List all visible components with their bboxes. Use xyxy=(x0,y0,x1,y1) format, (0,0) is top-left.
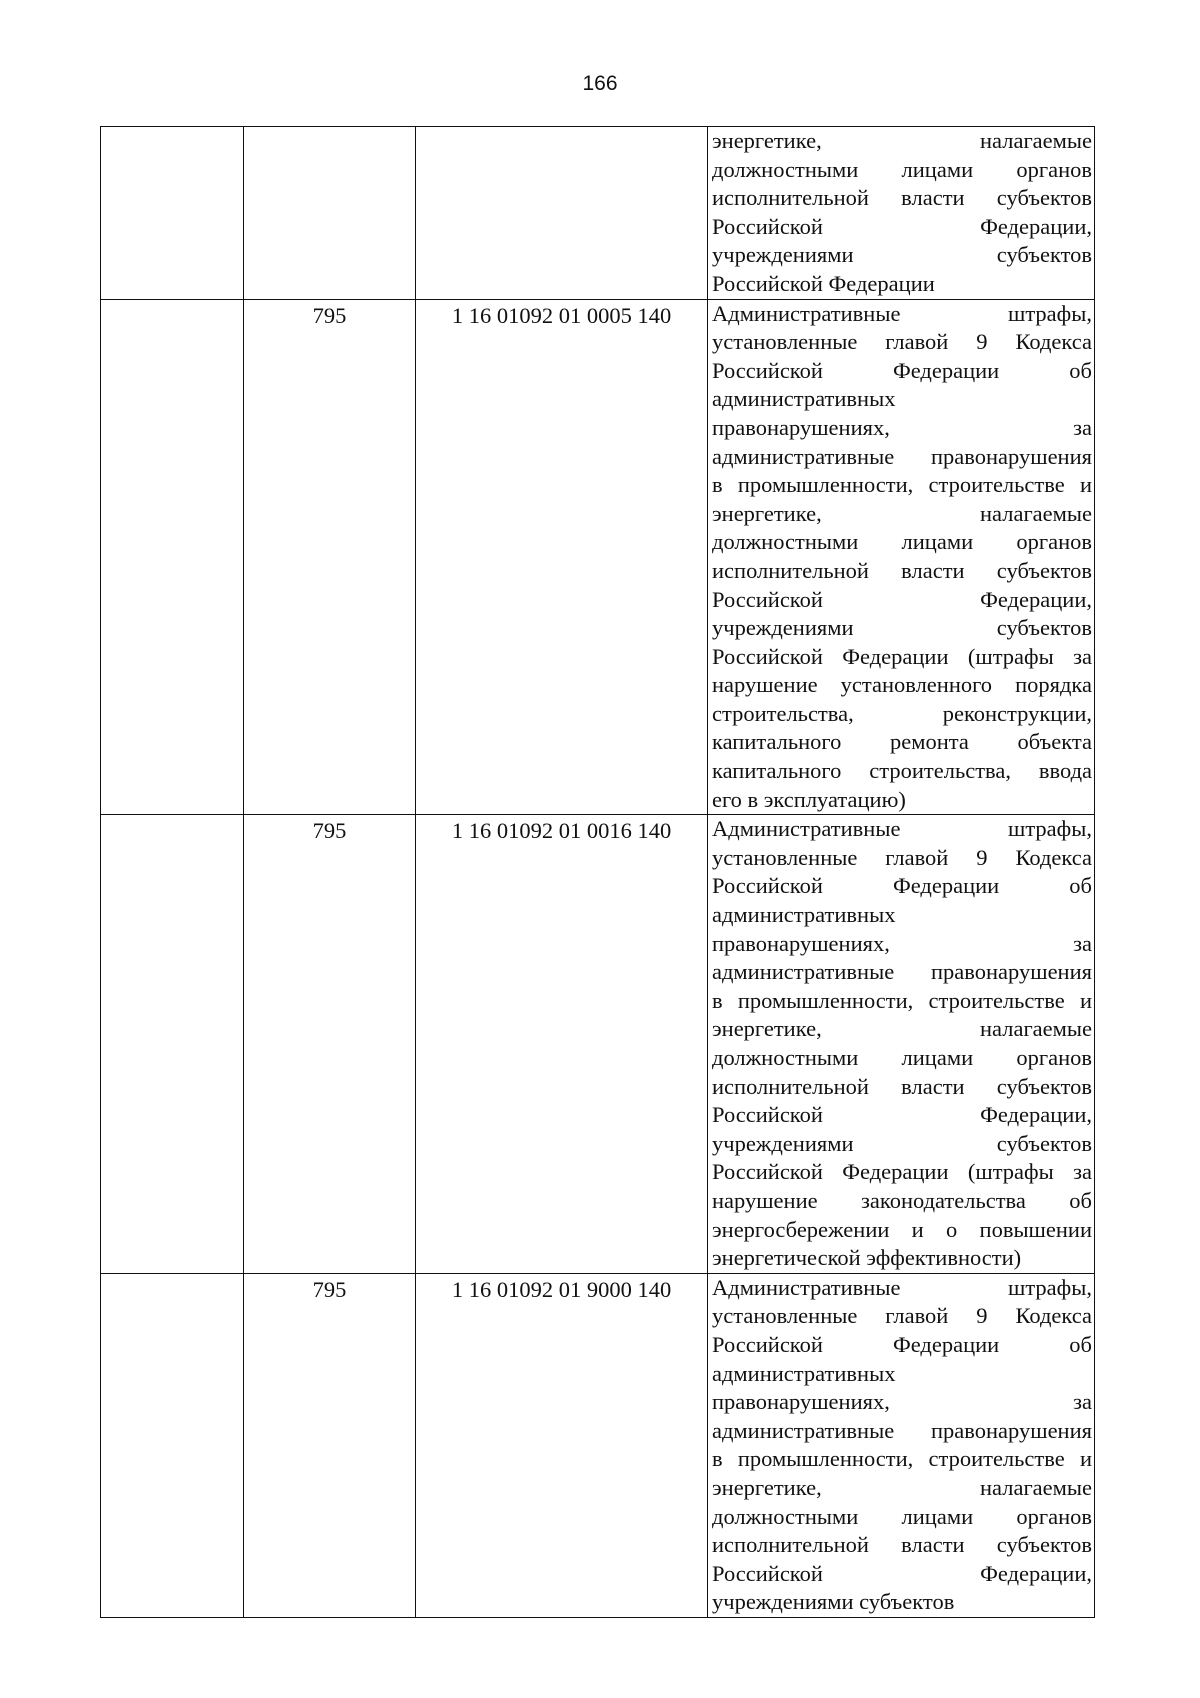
description-line: исполнительной власти субъектов xyxy=(712,185,1092,211)
description-line: в промышленности, строительстве и xyxy=(712,1446,1092,1472)
description-line: исполнительной власти субъектов xyxy=(712,557,1092,583)
description-line: строительства, реконструкции, xyxy=(712,700,1092,726)
budget-code-cell xyxy=(416,127,708,300)
description-cell xyxy=(708,815,1095,1274)
description-line: энергетике, налагаемые xyxy=(712,128,1092,153)
table-row xyxy=(101,1273,1095,1617)
table-row xyxy=(101,299,1095,815)
description-line: Российской Федерации (штрафы за xyxy=(712,1159,1092,1185)
description-line: в промышленности, строительстве и xyxy=(712,472,1092,498)
description-line: энергетике, налагаемые xyxy=(712,500,1092,526)
description-line: Административные штрафы, xyxy=(712,1274,1092,1300)
budget-code-cell: 1 16 01092 01 0016 140 xyxy=(416,815,708,1274)
description-line: должностными лицами органов xyxy=(712,156,1092,182)
description-line: установленные главой 9 Кодекса xyxy=(712,329,1092,355)
empty-cell xyxy=(101,299,244,815)
description-line: Российской Федерации об xyxy=(712,873,1092,899)
description-line: капитального строительства, ввода xyxy=(712,758,1092,784)
description-line: нарушение установленного порядка xyxy=(712,672,1092,698)
description-line: Административные штрафы, xyxy=(712,300,1092,326)
description-line: Российской Федерации, xyxy=(712,586,1092,612)
description-line: правонарушениях, за xyxy=(712,414,1092,440)
description-line: Российской Федерации, xyxy=(712,1560,1092,1586)
description-line: административных xyxy=(712,902,896,928)
description-line: административные правонарушения xyxy=(712,443,1092,469)
description-line: капитального ремонта объекта xyxy=(712,729,1092,755)
description-line: Российской Федерации об xyxy=(712,1331,1092,1357)
description-cell xyxy=(708,299,1095,815)
description-line: исполнительной власти субъектов xyxy=(712,1532,1092,1558)
description-line: в промышленности, строительстве и xyxy=(712,987,1092,1013)
page-number: 166 xyxy=(582,72,618,95)
description-line: учреждениями субъектов xyxy=(712,615,1092,641)
budget-code-cell: 1 16 01092 01 0005 140 xyxy=(416,299,708,815)
description-line: административные правонарушения xyxy=(712,959,1092,985)
description-line: энергетике, налагаемые xyxy=(712,1016,1092,1042)
description-cell xyxy=(708,127,1095,300)
administrator-code-cell: 795 xyxy=(244,299,416,815)
description-line: административных xyxy=(712,1360,896,1386)
description-line: Российской Федерации (штрафы за xyxy=(712,643,1092,669)
administrator-code-cell xyxy=(244,127,416,300)
description-line: должностными лицами органов xyxy=(712,529,1092,555)
description-line: нарушение законодательства об xyxy=(712,1187,1092,1213)
description-line: учреждениями субъектов xyxy=(712,242,1092,268)
description-cell xyxy=(708,1273,1095,1617)
administrator-code-cell: 795 xyxy=(244,815,416,1274)
description-line: административных xyxy=(712,386,896,412)
description-line: энергетической эффективности) xyxy=(712,1245,1022,1271)
description-line: административные правонарушения xyxy=(712,1417,1092,1443)
description-line: исполнительной власти субъектов xyxy=(712,1073,1092,1099)
description-line: установленные главой 9 Кодекса xyxy=(712,844,1092,870)
description-line: Российской Федерации xyxy=(712,270,935,296)
budget-classification-table xyxy=(100,126,1095,1618)
empty-cell xyxy=(101,815,244,1274)
description-line: должностными лицами органов xyxy=(712,1503,1092,1529)
table-row xyxy=(101,815,1095,1274)
description-line: правонарушениях, за xyxy=(712,930,1092,956)
empty-cell xyxy=(101,127,244,300)
description-line: Российской Федерации, xyxy=(712,213,1092,239)
description-line: правонарушениях, за xyxy=(712,1389,1092,1415)
description-line: его в эксплуатацию) xyxy=(712,786,906,812)
empty-cell xyxy=(101,1273,244,1617)
description-line: учреждениями субъектов xyxy=(712,1130,1092,1156)
description-line: Российской Федерации об xyxy=(712,357,1092,383)
description-line: Российской Федерации, xyxy=(712,1102,1092,1128)
description-line: учреждениями субъектов xyxy=(712,1589,955,1615)
description-line: энергетике, налагаемые xyxy=(712,1474,1092,1500)
administrator-code-cell: 795 xyxy=(244,1273,416,1617)
description-line: должностными лицами органов xyxy=(712,1045,1092,1070)
description-line: установленные главой 9 Кодекса xyxy=(712,1303,1092,1329)
budget-code-cell: 1 16 01092 01 9000 140 xyxy=(416,1273,708,1617)
description-line: энергосбережении и о повышении xyxy=(712,1216,1092,1242)
table-row xyxy=(101,127,1095,300)
description-line: Административные штрафы, xyxy=(712,816,1092,842)
